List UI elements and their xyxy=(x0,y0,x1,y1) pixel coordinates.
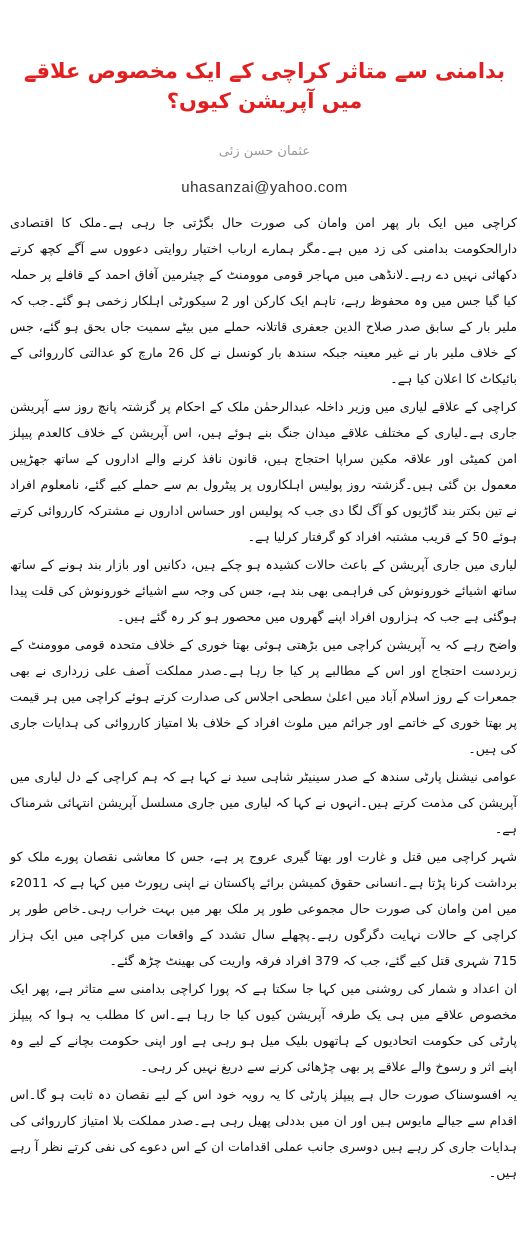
author-byline: عثمان حسن زئی xyxy=(218,144,311,159)
article-paragraph: لیاری میں جاری آپریشن کے باعث حالات کشیدہ ہو چکے ہیں، دکانیں اور بازار بند ہونے کے ساتھ ساتھ اشیائے خورونوش کی فراہمی بھی بند ہے، جس کی وجہ سے اشیائے خورونوش کی قلت پیدا ہوگئی ہے جب کہ ہزاروں افراد اپنے گھروں میں محصور ہو کر رہ گئے ہیں۔ xyxy=(10,557,517,624)
author-email: uhasanzai@yahoo.com xyxy=(181,179,348,196)
article-paragraph: واضح رہے کہ یہ آپریشن کراچی میں بڑھتی ہوئی بھتا خوری کے خلاف متحدہ قومی موومنٹ کے زبردست احتجاج اور اس کے مطالبے پر کیا جا رہا ہے۔صدر مملکت آصف علی زرداری نے بھی جمعرات کے روز اسلام آباد میں اعلیٰ سطحی اجلاس کی صدارت کرتے ہوئے کراچی میں ہر قیمت پر بھتا خوری کے خاتمے اور جرائم میں ملوث افراد کے خلاف بلا امتیاز کارروائی کی ہدایات جاری کی ہیں۔ xyxy=(10,637,517,756)
article-paragraph: ان اعداد و شمار کی روشنی میں کہا جا سکتا ہے کہ پورا کراچی بدامنی سے متاثر ہے، پھر ایک مخصوص علاقے میں ہی یک طرفہ آپریشن کیوں کیا جا رہا ہے۔اس کا مطلب یہ ہوا کہ پیپلز پارٹی کی حکومت اتحادیوں کے ہاتھوں بلیک میل ہو رہی ہے اور اپنی حکومت بچانے کے لیے وہ اپنے اثر و رسوخ والے علاقے پر بھی چڑھائی کرنے سے دریغ نہیں کر رہی۔ xyxy=(10,981,517,1074)
article-paragraph: کراچی میں ایک بار پھر امن وامان کی صورت حال بگڑتی جا رہی ہے۔ملک کا اقتصادی دارالحکومت بدامنی کی زد میں ہے۔مگر ہمارے ارباب اختیار روایتی دعووں سے آگے کچھ کرتے دکھائی نہیں دے رہے۔لانڈھی میں مہاجر قومی موومنٹ کے چیئرمین آفاق احمد کے قافلے پر حملہ کیا گیا جس میں وہ محفوظ رہے، تاہم ایک کارکن اور 2 سیکورٹی اہلکار زخمی ہو گئے۔جب کہ ملیر بار کے سابق صدر صلاح الدین جعفری قاتلانہ حملے میں بیٹے سمیت جاں بحق ہو گئے، جس کے خلاف ملیر بار نے غیر معینہ جبکہ سندھ بار کونسل نے کل 26 مارچ کو عدالتی کارروائی کے بائیکاٹ کا اعلان کیا ہے۔ xyxy=(10,215,518,386)
article-paragraph: عوامی نیشنل پارٹی سندھ کے صدر سینیٹر شاہی سید نے کہا ہے کہ ہم کراچی کے دل لیاری میں آپریشن کی مذمت کرتے ہیں۔انہوں نے کہا کہ لیاری میں جاری مسلسل آپریشن انتہائی شرمناک ہے۔ xyxy=(10,769,517,836)
article-paragraph: کراچی کے علاقے لیاری میں وزیر داخلہ عبدالرحمٰن ملک کے احکام پر گزشتہ پانچ روز سے آپریشن جاری ہے۔لیاری کے مختلف علاقے میدان جنگ بنے ہوئے ہیں، اس آپریشن کے خلاف کالعدم پیپلز امن کمیٹی اور علاقہ مکین سراپا احتجاج ہیں، قانون نافذ کرنے والے اداروں کے ساتھ جھڑپیں معمول بن گئی ہیں۔گزشتہ روز پولیس اہلکاروں پر پیٹرول بم سے حملے کیے گئے، نامعلوم افراد نے تین بکتر بند گاڑیوں کو آگ لگا دی جب کہ پولیس اور حساس اداروں نے مشترکہ کارروائی کرتے ہوئے 50 کے قریب مشتبہ افراد کو گرفتار کرلیا ہے۔ xyxy=(10,399,517,544)
article-paragraph: شہر کراچی میں قتل و غارت اور بھتا گیری عروج پر ہے، جس کا معاشی نقصان پورے ملک کو برداشت کرنا پڑتا ہے۔انسانی حقوق کمیشن برائے پاکستان نے اپنی رپورٹ میں کہا ہے کہ 2011ء میں امن وامان کی صورت حال مجموعی طور پر ملک بھر میں بہت خراب رہی۔خاص طور پر کراچی کے حالات نہایت دگرگوں رہے۔پچھلے سال تشدد کے واقعات میں کراچی میں ایک ہزار 715 شہری قتل کیے گئے، جب کہ 379 افراد فرقہ واریت کی بھینٹ چڑھ گئے۔ xyxy=(10,849,517,968)
article-body xyxy=(10,210,517,1188)
article-paragraph: یہ افسوسناک صورت حال ہے پیپلز پارٹی کا یہ رویہ خود اس کے لیے نقصان دہ ثابت ہو گا۔اس اقدام سے جیالے مایوس ہیں اور ان میں بددلی پھیل رہی ہے۔صدر مملکت بلا امتیاز کارروائی کی ہدایات جاری کر رہے ہیں دوسری جانب عملی اقدامات ان کے اس دعوے کی نفی کرتے نظر آ رہے ہیں۔ xyxy=(10,1087,517,1180)
article-headline: بدامنی سے متاثر کراچی کے ایک مخصوص علاقے میں آپریشن کیوں؟ xyxy=(23,59,506,113)
